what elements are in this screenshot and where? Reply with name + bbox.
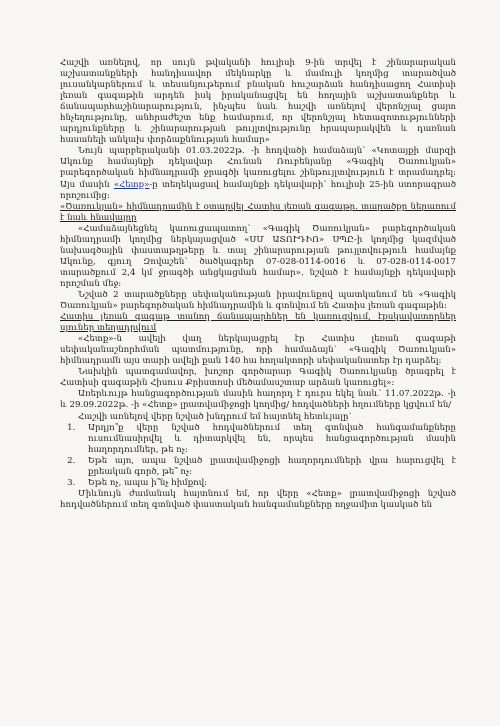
paragraph-reports: Առերևույթ հանցագործության մասին հաղորդ է դուրս եկել նաև՝ 11.07.2022թ. -ի և 29.09.2022թ. -ի «Հետք» լրատվամիջոցի կողմից/ հոդվածների հղումները կցվում են/ xyxy=(60,389,456,411)
question-item: 1. Արդյո՞ք վերը նշված հոդվածներում տեղ գտնված հանգամանքները ուսումնասիրվել և դիտարկվել են, որպես հանցագործության մասին հաղորդումներ, թե ոչ: xyxy=(78,423,456,456)
paragraph-decision-quote: «Համաձայնեցնել կառուցապատող՝ «Գագիկ Ծառուկյան» բարեգործական հիմնադրամի կողմից ներկայացված «ՍՄ ԱՏՈՒԴԻՈ» ՍՊԸ-ի կողմից կազմված նախագծային փաստաթղթերը և տալ շինարարության թույլտվություն համայնք Ակունք, գյուղ Զովաշեն՝ ծածկագրեր 07-028-0114-0016 և 07-028-0114-0017 տարածքում 2,4 կմ ջրագծի անցկացման համար». նշված է համայնքի դեկավարի որոշման մեջ: xyxy=(60,223,456,289)
questions-list xyxy=(60,423,456,489)
paragraph-closing: Միևնույն ժամանակ հայտնում եմ, որ վերը «Հետք» լրատվամիջոցի նշված հոդվածներում տեղ գտնված փաստական հանգամանքները ողջամիտ կասկած են xyxy=(60,488,456,510)
paragraph-request: Հաշվի առնելով վերը նշված խնդրում եմ հայտնել հետևյալը՝ xyxy=(78,411,352,422)
paragraph-statue-plan: Նախկին պատգամավոր, խոշոր գործարար Գագիկ Ծառուկյանը ծրագրել է Հատիսի գագաթին Հիսուս Քրիստոսի մեծամասշտաբ արձան կառուցել»: xyxy=(60,367,456,389)
article-text-cont: -ը տեղեկացավ համայնքի դեկավարի՝ հուլիսի 25-ին ստորագրած որոշումից: xyxy=(60,179,456,201)
hetq-link[interactable]: «Հետք» xyxy=(113,179,150,190)
question-item: 3. Եթե ոչ, ապա ի՞նչ հիմքով: xyxy=(78,478,456,489)
ownership-text: Նշված 2 տարածքները սեփականության իրավունքով պատկանում են «Գագիկ Ծառուկյան» բարեգործական հիմնադրամին և գտնվում են Հատիս լեռան գագաթին: xyxy=(60,289,456,312)
paragraph-ownership xyxy=(60,290,456,334)
article-text: Նույն պարբերականի 01.03.2022թ. -ի հոդվածի համաձայն՝ «Կոտայքի մարզի Ակունք համայնքի դեկավար Հունան Ռուբենյանը «Գագիկ Ծառուկյան» բարեգործական հիմնադրամի ջրագծի կառուցելու շինթույլտվություն է տրամադրել: Այս մասին xyxy=(60,146,456,190)
paragraph-context: Հաշվի առնելով, որ սույն թվականի հուլիսի 9-ին տրվել է շինարարական աշխատանքների հանդիսավոր մեկնարկը և մամուլի կողմից տարածված լուսանկարներում և տեսանյութերում բնական հուշարձան հանդիսացող Հատիսի լեռան գագաթին արդեն իսկ իրականացվել են հողային աշխատանքներ և ճանապարհաշինարարություն, ինչպես նաև հաշվի առնելով վերոնշյալ ցայտ հնչեղությունը, անհրաժեշտ ենք համարում, որ վերոնշյալ հետազոտությունների արդյունքները և շինարարության թույլտվությունը հրապարակվեն և դառնան հասանելի անկախ փորձաքննության համար» xyxy=(60,58,456,146)
paragraph-article-march xyxy=(60,146,456,223)
paragraph-history: «Հետք»-ն ավելի վաղ ներկայացրել էր Հատիս լեռան գագաթի սեփականաշնորհման պատմությունը, որի համաձայն՝ «Գագիկ Ծառուկյան» հիմնադրամն այս տարի ավելի քան 140 հա հողակտորի սեփականատեր էր դարձել: xyxy=(60,334,456,367)
ownership-subheading: Հատիս լեռան գագաթ տանող ճանապարհներ են կառուցվում, էքսկավատորներ սյուներ տեղադրվում xyxy=(60,312,456,334)
question-item: 2. Եթե այո, ապա նշված լրատվամիջոցի հաղորդումների վրա հարուցվել է քրեական գործ, թե՞ ոչ: xyxy=(78,456,456,478)
article-subheading: «Ծառուկյան» հիմնադրամին է օտարվել Հատիս լեռան գագաթը. տարածքը ներառում է նաև հնավայրը xyxy=(60,201,456,223)
